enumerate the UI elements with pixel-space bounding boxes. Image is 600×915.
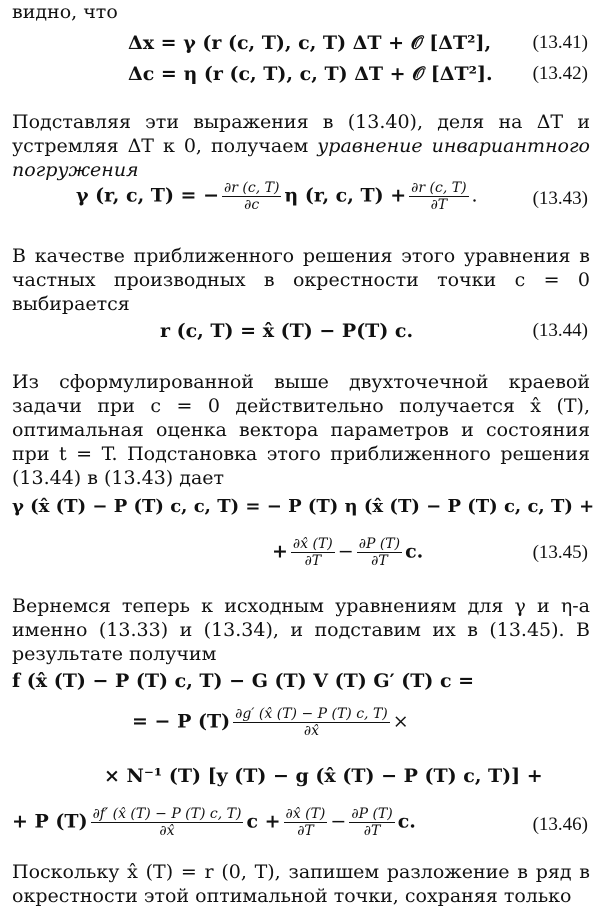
equation-number-13-46: (13.46) [532,814,588,835]
eq45-minus: − [337,540,354,563]
eq46-line4-fraction-1 [91,806,244,839]
equation-13-43 [76,180,478,213]
eq46-line4-fraction-1-num: ∂f′ (x̂ (T) − P (T) c, T) [92,806,242,822]
equation-13-44: r (c, T) = x̂ (T) − P(T) c. [160,320,414,342]
paragraph-return-to-equations: Вернемся теперь к исходным уравнениям для γ и η-а именно (13.33) и (13.34), и подставим их в (13.45). В результате получим [12,595,590,665]
paragraph-series-expansion: Поскольку x̂ (T) = r (0, T), запишем разложение в ряд в окрестности этой оптимальной точки, сохраняя только [12,861,590,907]
equation-number-13-44: (13.44) [532,320,588,341]
paragraph-approximate-solution: В качестве приближенного решения этого уравнения в частных производных в окрестности точки c = 0 выбирается [12,245,590,315]
equation-13-42: Δc = η (r (c, T), c, T) ΔT + 𝒪 [ΔT²]. [128,63,493,85]
equation-13-46-line-3: × N⁻¹ (T) [y (T) − g (x̂ (T) − P (T) c, T)] + [104,765,543,787]
eq43-lhs: γ (r, c, T) = − [76,184,220,207]
eq45-fraction-2 [357,536,402,569]
eq46-line4-pre: + P (T) [12,810,88,833]
paragraph-substitution-text: Подставляя эти выражения в (13.40), деля на ΔT и устремляя ΔT к 0, получаем [12,111,590,157]
eq46-line4-fraction-3-den: ∂T [363,823,381,839]
eq45-fraction-1-num: ∂x̂ (T) [292,536,333,552]
eq45-fraction-1 [291,536,335,569]
eq43-end: . [471,184,478,207]
eq46-line4-fraction-1-den: ∂x̂ [159,823,175,839]
equation-number-13-42: (13.42) [532,63,588,84]
equation-13-45-line-2 [272,536,423,569]
eq46-line2-end: × [392,710,409,733]
eq45-fraction-2-den: ∂T [371,553,388,569]
equation-number-13-45: (13.45) [532,542,588,563]
term-invariant-imbedding: уравнение инвариантного погружения [12,135,590,181]
equation-13-41: Δx = γ (r (c, T), c, T) ΔT + 𝒪 [ΔT²], [128,32,492,54]
eq43-fraction-2 [409,180,468,213]
eq46-line4-fraction-3 [349,806,394,839]
paragraph-two-point-problem: Из сформулированной выше двухточечной краевой задачи при c = 0 действительно получается x̂ (T), оптимальная оценка вектора параметров и состояния при t = T. Подстановка этого приближенного решения (13.44) в (13.43) дает [12,371,590,489]
equation-13-46-line-2 [132,706,409,739]
eq46-line4-mid1: c + [246,810,281,833]
eq46-line2-fraction [233,706,390,739]
eq46-line4-fraction-2-den: ∂T [297,823,314,839]
equation-number-13-41: (13.41) [532,32,588,53]
eq46-line2-pre: = − P (T) [132,710,231,733]
eq45-end: c. [405,540,424,563]
eq46-line4-end: c. [397,810,416,833]
equation-13-46-line-4 [12,806,416,839]
eq46-line4-fraction-3-num: ∂P (T) [351,806,393,822]
equation-number-13-43: (13.43) [532,188,588,209]
eq43-fraction-1-num: ∂r (c, T) [224,180,280,196]
eq46-line2-fraction-den: ∂x̂ [303,723,319,739]
eq46-line2-fraction-num: ∂g′ (x̂ (T) − P (T) c, T) [235,706,388,722]
eq43-fraction-2-num: ∂r (c, T) [411,180,467,196]
eq45-fraction-2-num: ∂P (T) [358,536,401,552]
paragraph-substitution [12,110,590,182]
equation-13-45-line-1: γ (x̂ (T) − P (T) c, c, T) = − P (T) η (x̂ (T) − P (T) c, c, T) + [12,496,595,517]
eq45-plus: + [272,540,288,563]
text-line-intro: видно, что [12,1,118,23]
eq43-fraction-1 [222,180,281,213]
eq43-fraction-2-den: ∂T [430,197,448,213]
eq43-mid: η (r, c, T) + [284,184,407,207]
eq46-line4-mid2: − [330,810,347,833]
eq46-line4-fraction-2-num: ∂x̂ (T) [285,806,326,822]
equation-13-46-line-1: f (x̂ (T) − P (T) c, T) − G (T) V (T) G′ (T) c = [12,670,475,692]
eq46-line4-fraction-2 [284,806,328,839]
eq43-fraction-1-den: ∂c [244,197,260,213]
eq45-fraction-1-den: ∂T [304,553,322,569]
